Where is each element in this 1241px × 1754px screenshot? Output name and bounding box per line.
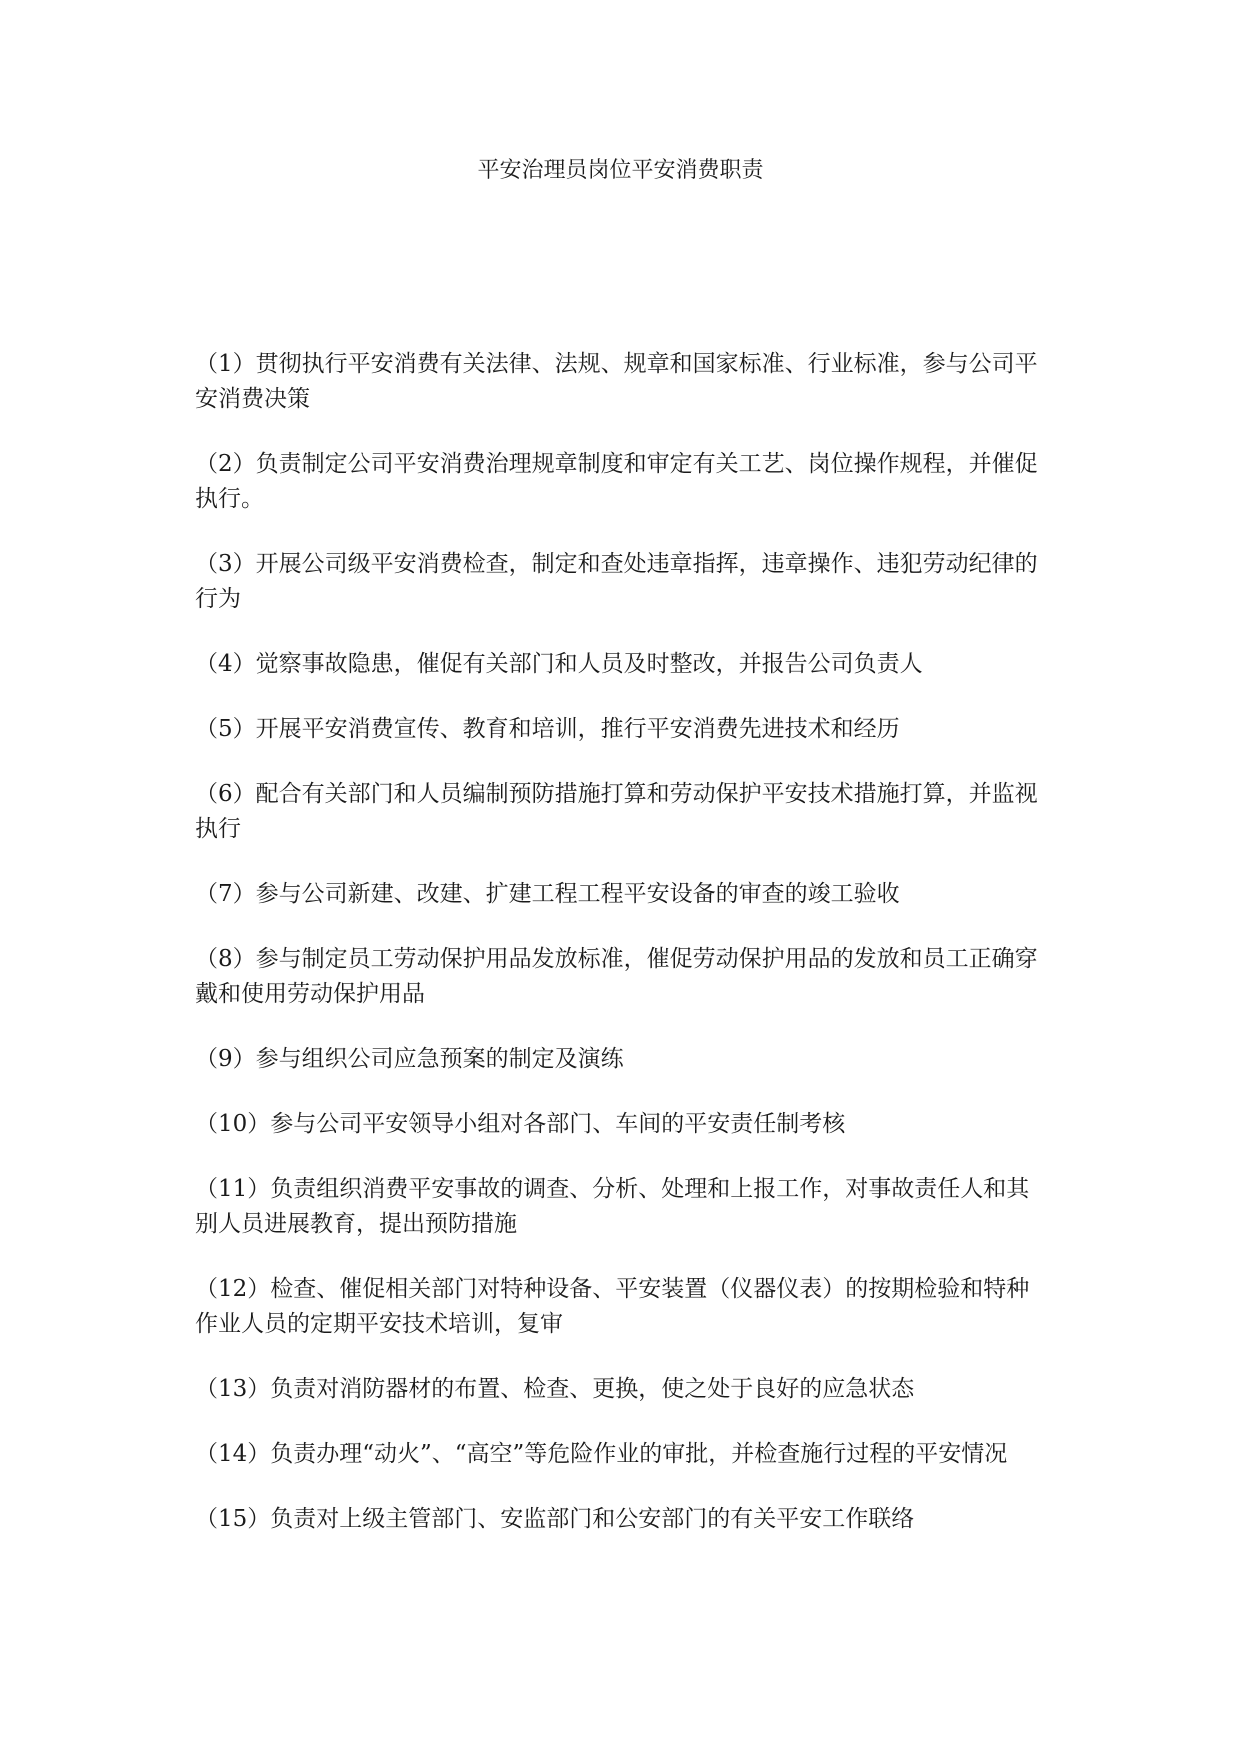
clause-item: （13）负责对消防器材的布置、检查、更换，使之处于良好的应急状态 — [195, 1376, 915, 1402]
clause-item: （10）参与公司平安领导小组对各部门、车间的平安责任制考核 — [195, 1111, 846, 1137]
clause-item: （11）负责组织消费平安事故的调查、分析、处理和上报工作，对事故责任人和其别人员进展教育，提出预防措施 — [195, 1176, 1030, 1237]
clause-item: （5）开展平安消费宣传、教育和培训，推行平安消费先进技术和经历 — [195, 716, 900, 742]
clause-item: （4）觉察事故隐患，催促有关部门和人员及时整改，并报告公司负责人 — [195, 651, 923, 677]
clause-list — [195, 347, 1045, 1567]
clause-item: （12）检查、催促相关部门对特种设备、平安装置（仪器仪表）的按期检验和特种作业人员的定期平安技术培训，复审 — [195, 1276, 1030, 1337]
clause-item: （6）配合有关部门和人员编制预防措施打算和劳动保护平安技术措施打算，并监视执行 — [195, 781, 1038, 842]
clause-item: （15）负责对上级主管部门、安监部门和公安部门的有关平安工作联络 — [195, 1506, 915, 1532]
clause-item: （2）负责制定公司平安消费治理规章制度和审定有关工艺、岗位操作规程，并催促执行。 — [195, 451, 1038, 512]
clause-item: （3）开展公司级平安消费检查，制定和查处违章指挥，违章操作、违犯劳动纪律的行为 — [195, 551, 1038, 612]
clause-item: （7）参与公司新建、改建、扩建工程工程平安设备的审查的竣工验收 — [195, 881, 900, 907]
clause-item: （1）贯彻执行平安消费有关法律、法规、规章和国家标准、行业标准，参与公司平安消费决策 — [195, 351, 1038, 412]
document-title: 平安治理员岗位平安消费职责 — [477, 158, 764, 183]
clause-item: （9）参与组织公司应急预案的制定及演练 — [195, 1046, 624, 1072]
clause-item: （14）负责办理“动火”、“高空”等危险作业的审批，并检查施行过程的平安情况 — [195, 1441, 1008, 1467]
clause-item: （8）参与制定员工劳动保护用品发放标准，催促劳动保护用品的发放和员工正确穿戴和使用劳动保护用品 — [195, 946, 1038, 1007]
